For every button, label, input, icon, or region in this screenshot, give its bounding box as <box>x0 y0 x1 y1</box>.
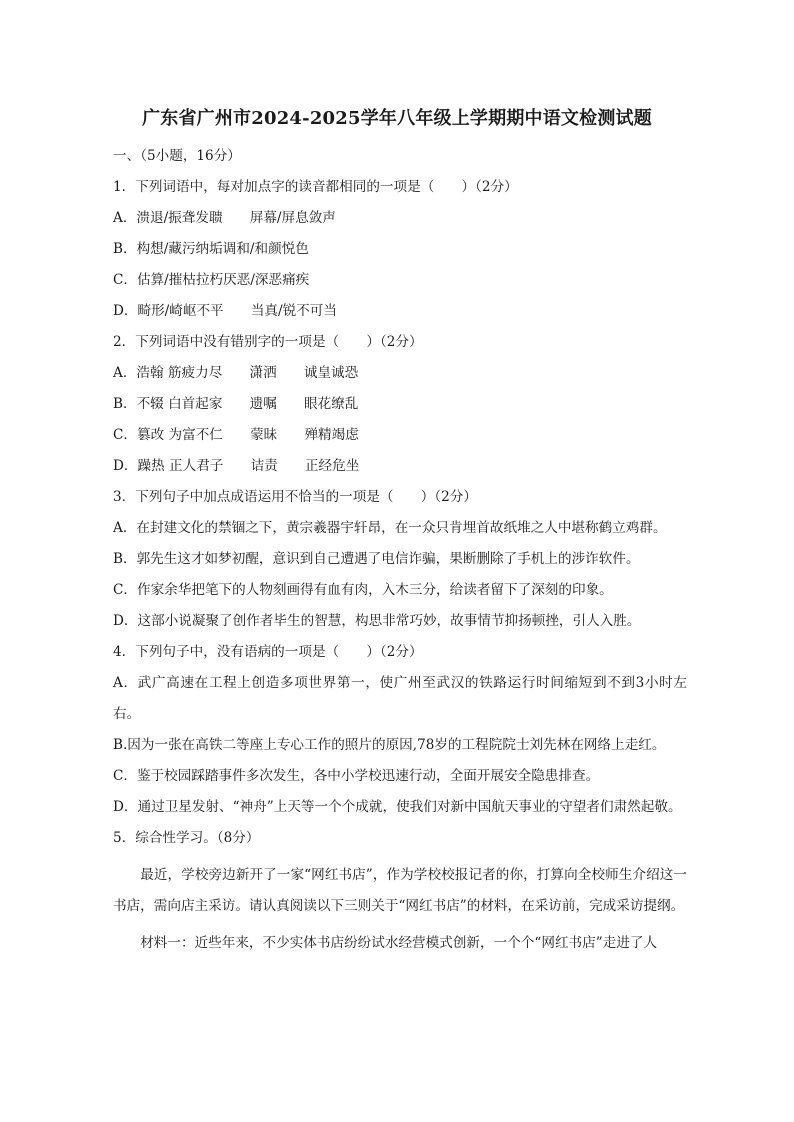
question-option: D．这部小说凝聚了创作者毕生的智慧，构思非常巧妙，故事情节抑扬顿挫，引人入胜。 <box>113 613 641 629</box>
question-option: B．郭先生这才如梦初醒，意识到自己遭遇了电信诈骗，果断删除了手机上的涉诈软件。 <box>113 551 640 567</box>
question-option: A．在封建文化的禁锢之下，黄宗羲器宇轩昂，在一众只肯埋首故纸堆之人中堪称鹤立鸡群。 <box>113 520 667 536</box>
question-stem: 3．下列句子中加点成语运用不恰当的一项是（ ）（2分） <box>113 489 477 505</box>
question-option: C．作家余华把笔下的人物刻画得有血有肉，入木三分，给读者留下了深刻的印象。 <box>113 582 613 598</box>
material-paragraph: 材料一：近些年来，不少实体书店纷纷试水经营模式创新，一个个“网红书店”走进了人 <box>140 935 658 951</box>
question-option: A．溃退/振聋发聩 屏幕/屏息敛声 <box>113 210 336 226</box>
question-option: D．通过卫星发射、“神舟”上天等一个个成就，使我们对新中国航天事业的守望者们肃然起敬。 <box>113 799 682 815</box>
question-option: A．武广高速在工程上创造多项世界第一，使广州至武汉的铁路运行时间缩短到不到3小时左右。 <box>113 675 687 722</box>
question-option: B．不辍 白首起家 遗嘱 眼花缭乱 <box>113 396 359 412</box>
question-option: D．畸形/崎岖不平 当真/锐不可当 <box>113 303 337 319</box>
question-stem: 1．下列词语中，每对加点字的读音都相同的一项是（ ）（2分） <box>113 179 518 195</box>
question-stem: 4．下列句子中，没有语病的一项是（ ）（2分） <box>113 644 423 660</box>
question-option: B．构想/藏污纳垢调和/和颜悦色 <box>113 241 309 257</box>
question-option: D．躁热 正人君子 诘责 正经危坐 <box>113 458 360 474</box>
exam-title: 广东省广州市2024-2025学年八年级上学期期中语文检测试题 <box>142 108 652 129</box>
exam-content <box>113 141 687 959</box>
question-stem: 2．下列词语中没有错别字的一项是（ ）（2分） <box>113 334 423 350</box>
section-heading: 一、（5小题，16分） <box>113 148 241 164</box>
question-option: C．篡改 为富不仁 蒙昧 殚精竭虑 <box>113 427 359 443</box>
question-option: C．估算/摧枯拉朽厌恶/深恶痛疾 <box>113 272 310 288</box>
question-option: A．浩翰 筋疲力尽 潇洒 诚皇诚恐 <box>113 365 359 381</box>
question-stem: 5．综合性学习。（8分） <box>113 830 260 846</box>
question-option: B.因为一张在高铁二等座上专心工作的照片的原因,78岁的工程院院士刘先林在网络上走红。 <box>113 737 666 753</box>
intro-paragraph: 最近，学校旁边新开了一家“网红书店”，作为学校校报记者的你，打算向全校师生介绍这一书店，需向店主采访。请认真阅读以下三则关于“网红书店”的材料，在采访前，完成采访提纲。 <box>113 867 687 914</box>
question-option: C．鉴于校园踩踏事件多次发生，各中小学校迅速行动，全面开展安全隐患排查。 <box>113 768 600 784</box>
